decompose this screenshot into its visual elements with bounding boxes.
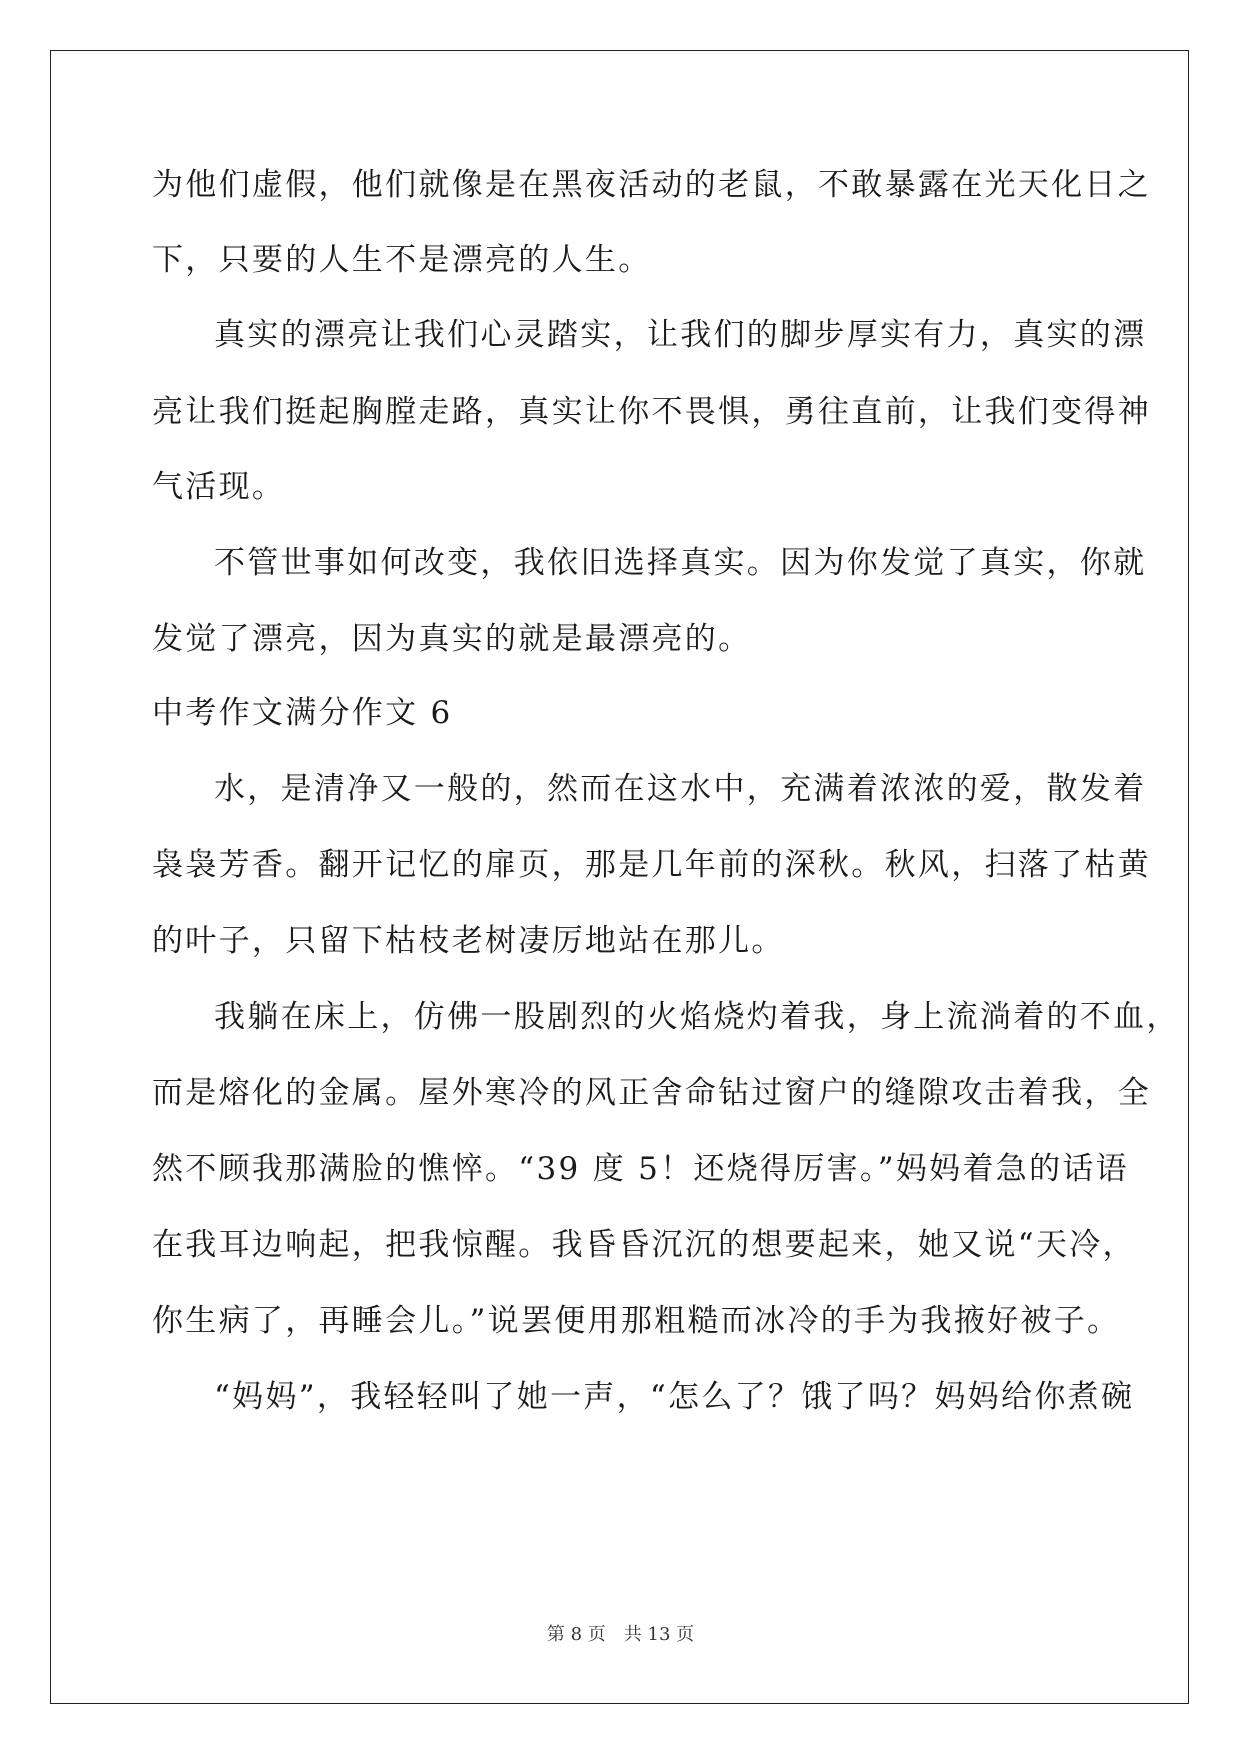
text-line: 亮让我们挺起胸膛走路，真实让你不畏惧，勇往直前，让我们变得神 <box>152 394 1151 430</box>
page-number: 第 8 页 <box>546 1624 606 1645</box>
paragraph-start-line: 真实的漂亮让我们心灵踏实，让我们的脚步厚实有力，真实的漂 <box>214 317 1147 353</box>
text-line: 气活现。 <box>152 469 286 505</box>
paragraph-start-line: 我躺在床上，仿佛一股剧烈的火焰烧灼着我，身上流淌着的不血， <box>214 999 1180 1035</box>
paragraph-start-line: 水，是清净又一般的，然而在这水中，充满着浓浓的爱，散发着 <box>214 771 1147 807</box>
text-line: 袅袅芳香。翻开记忆的扉页，那是几年前的深秋。秋风，扫落了枯黄 <box>152 847 1151 883</box>
text-line: 而是熔化的金属。屋外寒冷的风正舍命钻过窗户的缝隙攻击着我，全 <box>152 1075 1151 1111</box>
paragraph-start-line: 不管世事如何改变，我依旧选择真实。因为你发觉了真实，你就 <box>214 545 1147 581</box>
text-line: 为他们虚假，他们就像是在黑夜活动的老鼠，不敢暴露在光天化日之 <box>152 167 1151 203</box>
page-footer <box>0 1620 1241 1646</box>
page-total: 共 13 页 <box>623 1624 695 1645</box>
text-line: 然不顾我那满脸的憔悴。“39 度 5！还烧得厉害。”妈妈着急的话语 <box>152 1151 1129 1187</box>
text-line: 下，只要的人生不是漂亮的人生。 <box>152 242 652 278</box>
text-line: 在我耳边响起，把我惊醒。我昏昏沉沉的想要起来，她又说“天冷， <box>152 1227 1136 1263</box>
section-heading: 中考作文满分作文 6 <box>152 695 453 731</box>
text-line: 你生病了，再睡会儿。”说罢便用那粗糙而冰冷的手为我掖好被子。 <box>152 1303 1121 1339</box>
text-line: 的叶子，只留下枯枝老树凄厉地站在那儿。 <box>152 923 785 959</box>
text-line: 发觉了漂亮，因为真实的就是最漂亮的。 <box>152 621 752 657</box>
paragraph-start-line: “妈妈”，我轻轻叫了她一声，“怎么了？饿了吗？妈妈给你煮碗 <box>214 1379 1135 1415</box>
